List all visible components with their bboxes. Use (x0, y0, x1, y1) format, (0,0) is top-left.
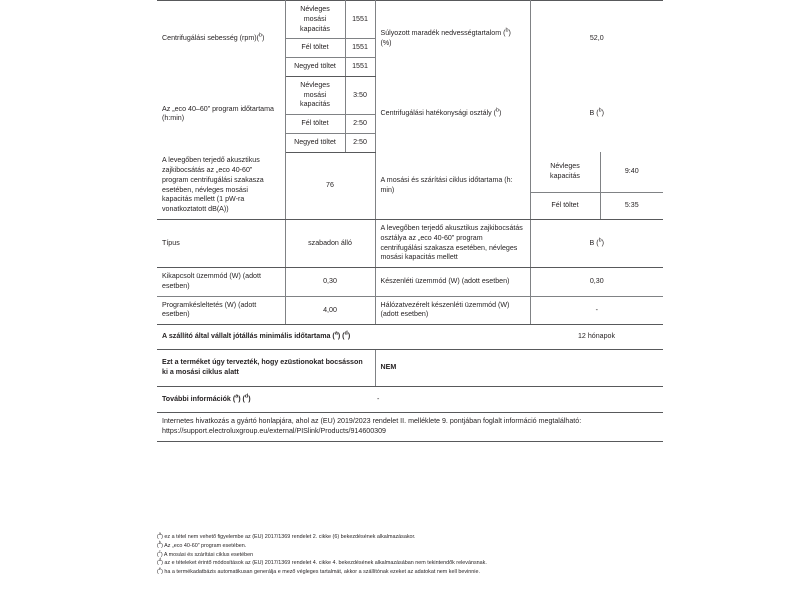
wash-dry-subrow-value-0: 9:40 (600, 152, 663, 192)
networked-standby-value: - (530, 296, 663, 325)
spin-speed-label-text: Centrifugálási sebesség (rpm)( (162, 33, 259, 42)
table-row-web-reference (157, 413, 663, 442)
spin-speed-subrow-label-1: Fél töltet (285, 39, 345, 58)
spin-speed-label-sup: b (259, 32, 262, 39)
eco-duration-label: Az „eco 40–60” program időtartama (h:min) (157, 76, 285, 152)
residual-moisture-label-sup: b (505, 27, 509, 34)
noise-class-value-text: B ( (589, 238, 599, 247)
table-row-spin-speed (157, 1, 663, 39)
warranty-label-text: A szállító által vállalt jótállás minimális időtartama ( (162, 332, 335, 341)
residual-moisture-value: 52,0 (530, 1, 663, 77)
specification-table (157, 0, 663, 442)
spin-speed-subrow-value-2: 1551 (345, 58, 375, 77)
noise-class-value (530, 220, 663, 268)
wash-dry-subrow-label-1: Fél töltet (530, 193, 600, 220)
silver-ions-value: NEM (375, 350, 663, 387)
type-label: Típus (157, 220, 285, 268)
residual-moisture-label (375, 1, 530, 77)
warranty-label-sup-a: a (334, 330, 338, 337)
footnote-c: ($^c$) A mosási és szárítási ciklus esetében (157, 548, 254, 558)
noise-emission-label: A levegőben terjedő akusztikus zajkibocsátás az „eco 40-60” program centrifugálási szakasza esetében, névleges mosási kapacitás mellett (1 pW-ra vonatkoztatott dB(A)) (157, 152, 285, 219)
spin-efficiency-class-label-text: Centrifugálási hatékonysági osztály ( (380, 109, 497, 118)
residual-moisture-label-text: Súlyozott maradék nedvességtartalom ( (380, 28, 506, 37)
noise-class-value-sup: b (598, 237, 602, 244)
warranty-label-tail: ) (347, 332, 351, 341)
footnote-a-marker: a (158, 531, 162, 537)
footnote-b: ($^b$) Az „eco 40-60” program esetében. (157, 539, 247, 549)
footnote-c-text: ) A mosási és szárítási ciklus esetében (160, 551, 254, 558)
spin-speed-label (157, 1, 285, 77)
networked-standby-label: Hálózatvezérelt készenléti üzemmód (W) (adott esetben) (375, 296, 530, 325)
residual-moisture-label-unit: (%) (380, 38, 392, 47)
footnote-d: ($^d$) az e tételeket érintő módosítások az (EU) 2017/1369 rendelet 4. cikke 4. bekezdésének alkalmazásában nem tekintendők relevánsnak. (157, 557, 487, 567)
spin-efficiency-class-value (530, 76, 663, 152)
wash-dry-subrow-label-0: Névleges kapacitás (530, 152, 600, 192)
spin-speed-subrow-value-0: 1551 (345, 1, 375, 39)
warranty-value: 12 hónapok (530, 325, 663, 350)
warranty-label (157, 325, 530, 350)
standby-mode-value: 0,30 (530, 268, 663, 297)
footnote-a-text: ) ez a tétel nem vehető figyelembe az (EU) 2017/1369 rendelet 2. cikke (6) bekezdésének alkalmazásakor. (161, 534, 416, 540)
wash-dry-subrow-value-1: 5:35 (600, 193, 663, 220)
delay-start-value: 4,00 (285, 296, 375, 325)
spin-efficiency-class-label (375, 76, 530, 152)
table-row-more-info (157, 386, 663, 413)
noise-emission-value: 76 (285, 152, 375, 219)
spin-efficiency-class-value-tail: ) (601, 109, 604, 118)
wash-dry-cycle-duration-label: A mosási és szárítási ciklus időtartama (h: min) (375, 152, 530, 219)
table-row-silver-ions (157, 350, 663, 387)
more-info-label-mid: ) ( (238, 394, 245, 403)
standby-mode-label: Készenléti üzemmód (W) (adott esetben) (375, 268, 530, 297)
spin-speed-subrow-value-1: 1551 (345, 39, 375, 58)
more-info-label-sup-a: a (235, 393, 239, 400)
footnote-e: ($^e$) ha a termékadatbázis automatikusan generálja e mező végleges tartalmát, akkor a szállítónak ezeket az adatokat nem kell bevinnie. (157, 566, 480, 575)
footnotes-block (157, 533, 677, 577)
off-mode-value: 0,30 (285, 268, 375, 297)
delay-start-label: Programkésleltetés (W) (adott esetben) (157, 296, 285, 325)
product-information-sheet (157, 0, 663, 442)
table-row-noise-emission (157, 152, 663, 192)
web-reference-text: Internetes hivatkozás a gyártó honlapjára, ahol az (EU) 2019/2023 rendelet II. melléklete 9. pontjában foglalt információ megtalálható: https://support.electroluxgroup.eu/external/PISlink/Products/914600309 (157, 413, 663, 442)
more-info-value: - (345, 386, 663, 413)
footnote-d-text: ) az e tételeket érintő módosítások az (EU) 2017/1369 rendelet 4. cikke 4. bekezdésének alkalmazásában nem tekintendők relevánsnak. (161, 560, 487, 567)
footnote-b-text: ) Az „eco 40-60” program esetében. (161, 542, 247, 549)
more-info-label-tail: ) (248, 394, 251, 403)
eco-duration-subrow-label-2: Negyed töltet (285, 134, 345, 153)
eco-duration-subrow-value-1: 2:50 (345, 115, 375, 134)
more-info-label (157, 386, 345, 413)
type-value: szabadon álló (285, 220, 375, 268)
spin-efficiency-class-value-text: B ( (589, 109, 599, 118)
eco-duration-subrow-value-2: 2:50 (345, 134, 375, 153)
noise-class-label: A levegőben terjedő akusztikus zajkibocsátás osztálya az „eco 40-60” program centrifugálási szakasza esetében, névleges mosási kapacitás mellett (375, 220, 530, 268)
eco-duration-subrow-label-0: Névleges mosási kapacitás (285, 76, 345, 114)
spin-efficiency-class-label-tail: ) (499, 109, 502, 118)
spin-efficiency-class-label-sup: b (496, 108, 500, 115)
footnote-e-text: ) ha a termékadatbázis automatikusan generálja e mező végleges tartalmát, akkor a szállítónak ezeket az adatokat nem kell bevinnie. (161, 569, 480, 575)
table-row-warranty (157, 325, 663, 350)
footnote-b-marker: b (158, 539, 162, 545)
table-row-type (157, 220, 663, 268)
silver-ions-label: Ezt a terméket úgy tervezték, hogy ezüstionokat bocsásson ki a mosási ciklus alatt (157, 350, 375, 387)
more-info-label-text: További információk ( (162, 394, 236, 403)
warranty-label-mid: ) ( (337, 332, 345, 341)
spin-efficiency-class-value-sup: b (598, 108, 602, 115)
footnote-e-marker: e (158, 566, 162, 572)
eco-duration-subrow-label-1: Fél töltet (285, 115, 345, 134)
more-info-label-sup-d: d (244, 393, 249, 400)
table-row-off-mode (157, 268, 663, 297)
footnote-a: ($^a$) ez a tétel nem vehető figyelembe az (EU) 2017/1369 rendelet 2. cikke (6) bekezdésének alkalmazásakor. (157, 531, 416, 540)
spin-speed-subrow-label-2: Negyed töltet (285, 58, 345, 77)
table-row-eco-duration (157, 76, 663, 114)
eco-duration-subrow-value-0: 3:50 (345, 76, 375, 114)
noise-class-value-tail: ) (601, 238, 604, 247)
spin-speed-label-tail: ) (262, 33, 265, 42)
spin-speed-subrow-label-0: Névleges mosási kapacitás (285, 1, 345, 39)
table-row-delay-start (157, 296, 663, 325)
warranty-label-sup-d: d (344, 330, 348, 337)
off-mode-label: Kikapcsolt üzemmód (W) (adott esetben) (157, 268, 285, 297)
footnote-d-marker: d (158, 557, 162, 563)
footnote-c-marker: c (158, 548, 161, 554)
residual-moisture-label-tail: ) (508, 28, 511, 37)
